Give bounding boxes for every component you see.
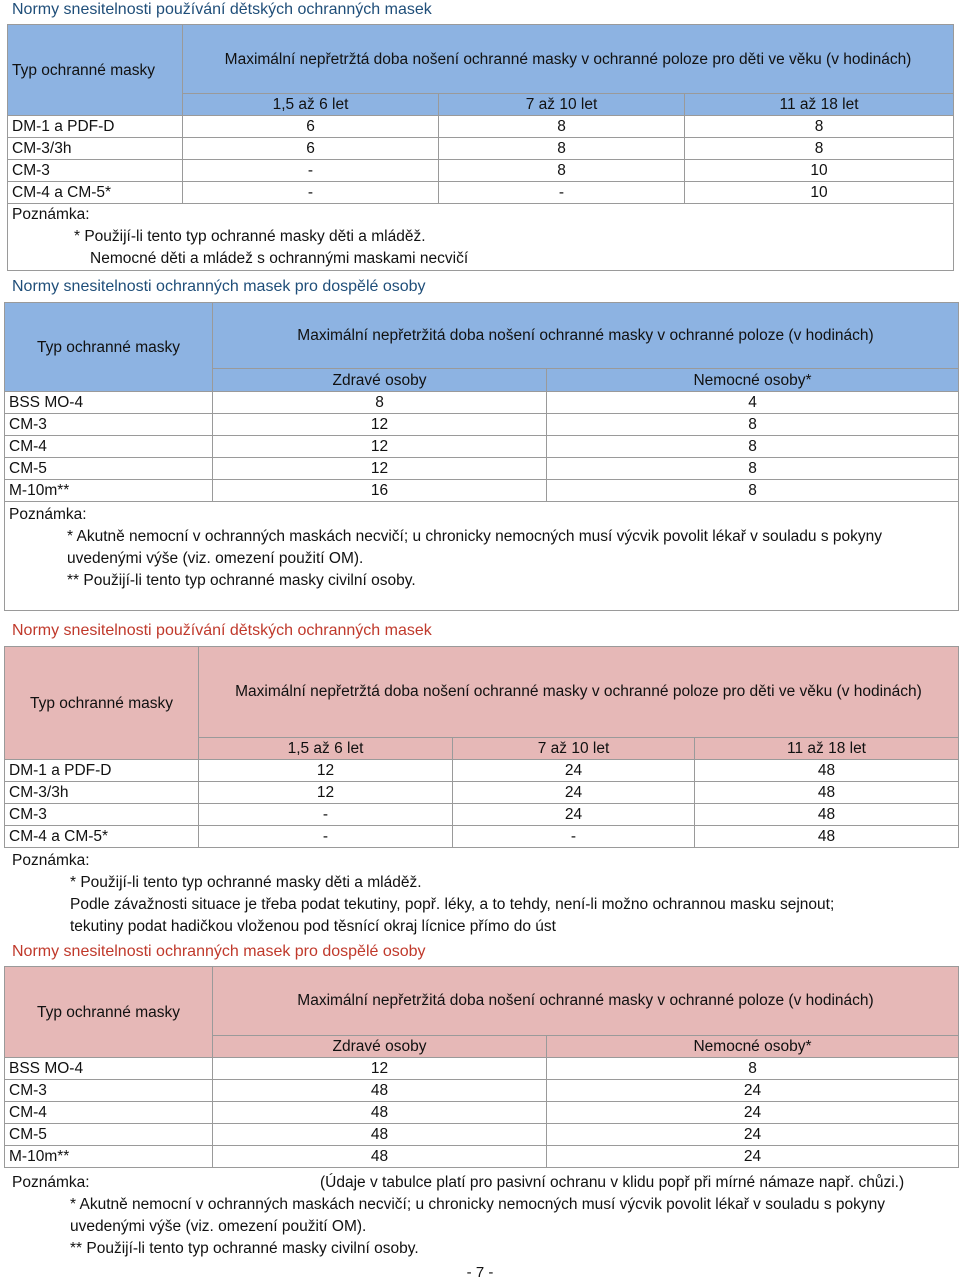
value-cell: - xyxy=(199,804,453,826)
note-block xyxy=(12,850,952,938)
value-cell: 48 xyxy=(695,804,959,826)
note-line: * Použijí-li tento typ ochranné masky děti a mláděž. xyxy=(74,228,426,245)
value-cell: 24 xyxy=(547,1124,959,1146)
type-header: Typ ochranné masky xyxy=(5,967,213,1058)
age-col-2: 7 až 10 let xyxy=(453,737,695,759)
table-row xyxy=(5,414,959,436)
value-cell: 8 xyxy=(439,138,685,160)
sick-col: Nemocné osoby* xyxy=(547,369,959,392)
mask-type: M-10m** xyxy=(5,480,213,502)
table-row xyxy=(5,1102,959,1124)
value-cell: 24 xyxy=(453,760,695,782)
value-cell: 48 xyxy=(213,1102,547,1124)
value-cell: - xyxy=(183,182,439,204)
children-norms-table-1 xyxy=(7,24,954,271)
value-cell: 10 xyxy=(685,160,954,182)
table-row xyxy=(8,160,954,182)
children-norms-table-2 xyxy=(4,646,959,848)
max-duration-header: Maximální nepřetržitá doba nošení ochranné masky v ochranné poloze (v hodinách) xyxy=(213,303,959,369)
value-cell: - xyxy=(183,160,439,182)
mask-type: BSS MO-4 xyxy=(5,392,213,414)
note-label: Poznámka: xyxy=(12,1174,90,1191)
note-line: uvedenými výše (viz. omezení použití OM). xyxy=(70,1218,367,1235)
section4-title: Normy snesitelnosti ochranných masek pro dospělé osoby xyxy=(12,943,426,960)
value-cell: 12 xyxy=(213,414,547,436)
mask-type: CM-4 a CM-5* xyxy=(8,182,183,204)
age-col-1: 1,5 až 6 let xyxy=(183,94,439,116)
value-cell: 24 xyxy=(547,1102,959,1124)
note-line: * Akutně nemocní v ochranných maskách necvičí; u chronicky nemocných musí výcvik povolit lékař v souladu s pokyny xyxy=(67,528,882,545)
table-row xyxy=(8,138,954,160)
mask-type: CM-5 xyxy=(5,458,213,480)
mask-type: CM-4 a CM-5* xyxy=(5,826,199,848)
value-cell: 48 xyxy=(695,760,959,782)
note-line: ** Použijí-li tento typ ochranné masky civilní osoby. xyxy=(70,1240,419,1257)
value-cell: 12 xyxy=(199,782,453,804)
mask-type: CM-3 xyxy=(5,414,213,436)
note-label: Poznámka: xyxy=(12,852,90,869)
value-cell: 8 xyxy=(685,138,954,160)
table-row xyxy=(5,782,959,804)
value-cell: 24 xyxy=(547,1080,959,1102)
mask-type: DM-1 a PDF-D xyxy=(5,760,199,782)
type-header: Typ ochranné masky xyxy=(5,303,213,392)
healthy-col: Zdravé osoby xyxy=(213,369,547,392)
table-row xyxy=(8,116,954,138)
value-cell: 24 xyxy=(547,1146,959,1168)
table-row xyxy=(5,1058,959,1080)
sick-col: Nemocné osoby* xyxy=(547,1035,959,1058)
type-header: Typ ochranné masky xyxy=(5,647,199,760)
value-cell: - xyxy=(199,826,453,848)
page-number: - 7 - xyxy=(466,1264,494,1281)
section1-title: Normy snesitelnosti používání dětských ochranných masek xyxy=(12,1,432,18)
value-cell: 24 xyxy=(453,782,695,804)
note-line: Podle závažnosti situace je třeba podat tekutiny, popř. léky, a to tehdy, není-li možno ochrannou masku sejnout; xyxy=(70,896,835,913)
note-label: Poznámka: xyxy=(9,506,87,523)
value-cell: 12 xyxy=(213,458,547,480)
value-cell: 8 xyxy=(547,458,959,480)
mask-type: CM-5 xyxy=(5,1124,213,1146)
mask-type: CM-4 xyxy=(5,436,213,458)
table-row xyxy=(5,458,959,480)
value-cell: 10 xyxy=(685,182,954,204)
adult-norms-table-1 xyxy=(4,302,959,611)
mask-type: BSS MO-4 xyxy=(5,1058,213,1080)
note-block xyxy=(12,1172,952,1260)
value-cell: 12 xyxy=(199,760,453,782)
mask-type: CM-3 xyxy=(5,804,199,826)
value-cell: - xyxy=(439,182,685,204)
section2-title: Normy snesitelnosti ochranných masek pro dospělé osoby xyxy=(12,278,426,295)
max-duration-header: Maximální nepřetržitá doba nošení ochranné masky v ochranné poloze (v hodinách) xyxy=(213,967,959,1036)
value-cell: 8 xyxy=(213,392,547,414)
table-row xyxy=(5,1080,959,1102)
mask-type: CM-3 xyxy=(8,160,183,182)
value-cell: - xyxy=(453,826,695,848)
value-cell: 8 xyxy=(547,414,959,436)
mask-type: CM-3/3h xyxy=(8,138,183,160)
value-cell: 48 xyxy=(695,826,959,848)
mask-type: CM-3/3h xyxy=(5,782,199,804)
type-header: Typ ochranné masky xyxy=(8,25,183,116)
value-cell: 8 xyxy=(439,160,685,182)
note-extra: (Údaje v tabulce platí pro pasivní ochranu v klidu popř při mírné námaze např. chůzi.) xyxy=(320,1174,905,1191)
mask-type: M-10m** xyxy=(5,1146,213,1168)
value-cell: 8 xyxy=(685,116,954,138)
value-cell: 4 xyxy=(547,392,959,414)
value-cell: 8 xyxy=(439,116,685,138)
note-line: * Použijí-li tento typ ochranné masky děti a mláděž. xyxy=(70,874,422,891)
table-row xyxy=(5,826,959,848)
note-line: Nemocné děti a mládež s ochrannými maskami necvičí xyxy=(90,250,469,267)
note-line: ** Použijí-li tento typ ochranné masky civilní osoby. xyxy=(67,572,416,589)
mask-type: CM-3 xyxy=(5,1080,213,1102)
value-cell: 48 xyxy=(695,782,959,804)
note-label: Poznámka: xyxy=(12,206,90,223)
value-cell: 8 xyxy=(547,1058,959,1080)
note-block xyxy=(5,502,959,611)
value-cell: 48 xyxy=(213,1146,547,1168)
table-row xyxy=(8,182,954,204)
value-cell: 16 xyxy=(213,480,547,502)
note-block xyxy=(8,204,954,271)
table-row xyxy=(5,1124,959,1146)
value-cell: 6 xyxy=(183,138,439,160)
value-cell: 12 xyxy=(213,436,547,458)
value-cell: 24 xyxy=(453,804,695,826)
max-duration-header: Maximální nepřetržtá doba nošení ochranné masky v ochranné poloze pro děti ve věku (v hodinách) xyxy=(183,25,954,94)
value-cell: 8 xyxy=(547,436,959,458)
healthy-col: Zdravé osoby xyxy=(213,1035,547,1058)
table-row xyxy=(5,480,959,502)
age-col-1: 1,5 až 6 let xyxy=(199,737,453,759)
table-row xyxy=(5,760,959,782)
age-col-3: 11 až 18 let xyxy=(685,94,954,116)
adult-norms-table-2 xyxy=(4,966,959,1168)
value-cell: 6 xyxy=(183,116,439,138)
section3-title: Normy snesitelnosti používání dětských ochranných masek xyxy=(12,622,432,639)
value-cell: 12 xyxy=(213,1058,547,1080)
table-row xyxy=(5,392,959,414)
age-col-2: 7 až 10 let xyxy=(439,94,685,116)
max-duration-header: Maximální nepřetržtá doba nošení ochranné masky v ochranné poloze pro děti ve věku (v hodinách) xyxy=(199,647,959,738)
value-cell: 48 xyxy=(213,1124,547,1146)
note-header-line xyxy=(12,1172,952,1194)
note-line: tekutiny podat hadičkou vloženou pod těsnící okraj lícnice přímo do úst xyxy=(70,918,556,935)
table-row xyxy=(5,804,959,826)
age-col-3: 11 až 18 let xyxy=(695,737,959,759)
mask-type: DM-1 a PDF-D xyxy=(8,116,183,138)
table-row xyxy=(5,1146,959,1168)
mask-type: CM-4 xyxy=(5,1102,213,1124)
note-line: * Akutně nemocní v ochranných maskách necvičí; u chronicky nemocných musí výcvik povolit lékař v souladu s pokyny xyxy=(70,1196,885,1213)
value-cell: 48 xyxy=(213,1080,547,1102)
value-cell: 8 xyxy=(547,480,959,502)
table-row xyxy=(5,436,959,458)
note-line: uvedenými výše (viz. omezení použití OM). xyxy=(67,550,364,567)
